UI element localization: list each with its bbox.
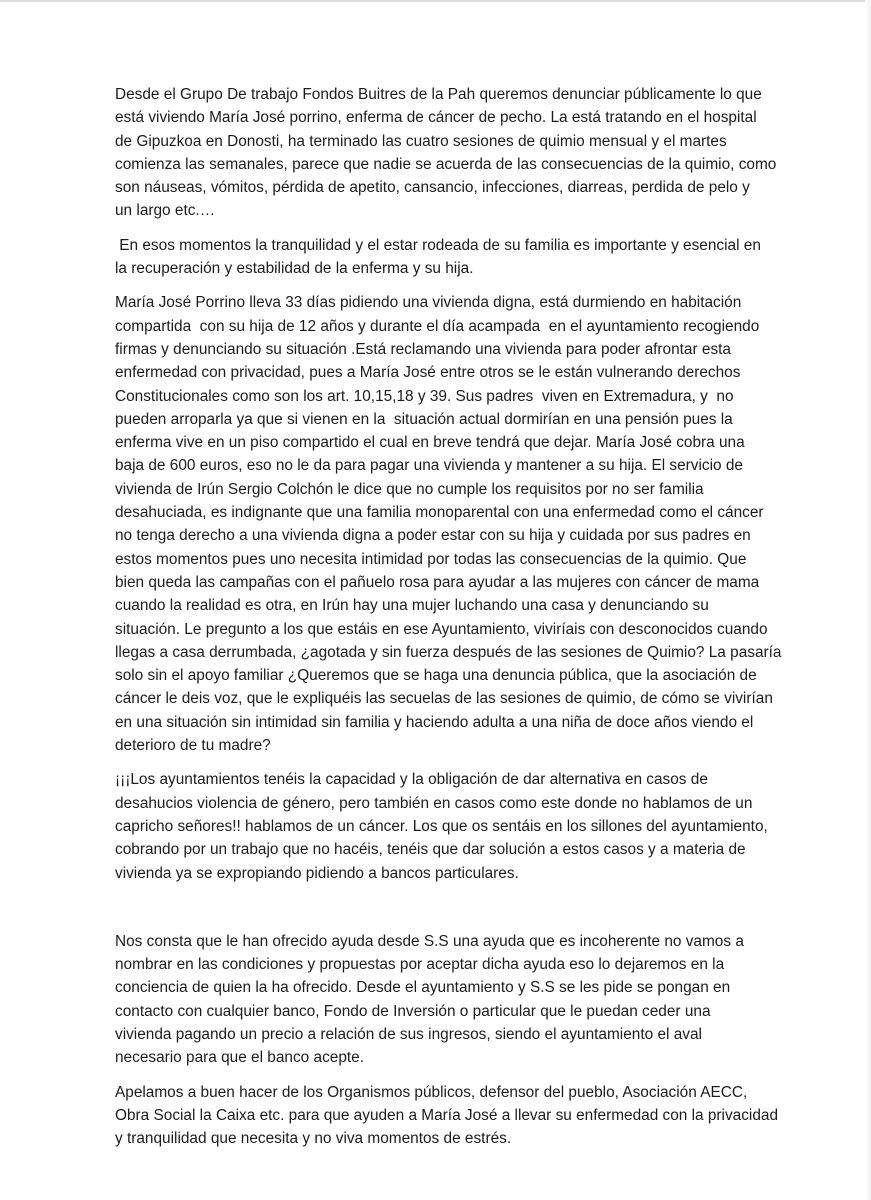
paragraph-line: vivienda pagando un precio a relación de sus ingresos, siendo el ayuntamiento el aval (115, 1025, 702, 1043)
paragraph-line: situación. Le pregunto a los que estáis en ese Ayuntamiento, viviríais con desconocidos cuando (115, 620, 768, 638)
paragraph-line: ¡¡¡Los ayuntamientos tenéis la capacidad y la obligación de dar alternativa en casos de (115, 771, 708, 789)
paragraph-line: contacto con cualquier banco, Fondo de Inversión o particular que le puedan ceder una (115, 1002, 711, 1020)
paragraph-line: desahuciada, es indignante que una familia monoparental con una enfermedad como el cáncer (115, 504, 764, 522)
paragraph-line: enfermedad con privacidad, pues a María José entre otros se le están vulnerando derechos (115, 364, 741, 382)
paragraph-line: cuando la realidad es otra, en Irún hay una mujer luchando una casa y denunciando su (115, 597, 709, 615)
paragraph-1 (115, 83, 815, 223)
paragraph-6 (115, 1081, 815, 1151)
paragraph-line: en una situación sin intimidad sin familia y haciendo adulta a una niña de doce años viendo el (115, 713, 754, 731)
paragraph-line: Constitucionales como son los art. 10,15,18 y 39. Sus padres viven en Extremadura, y no (115, 387, 734, 405)
paragraph-line: de Gipuzkoa en Donosti, ha terminado las cuatro sesiones de quimio mensual y el martes (115, 132, 727, 150)
paragraph-line: conciencia de quien la ha ofrecido. Desde el ayuntamiento y S.S se les pide se pongan en (115, 979, 731, 997)
paragraph-line: y tranquilidad que necesita y no viva momentos de estrés. (115, 1130, 512, 1148)
paragraph-line: vivienda ya se expropiando pidiendo a bancos particulares. (115, 864, 519, 882)
paragraph-line: vivienda de Irún Sergio Colchón le dice que no cumple los requisitos por no ser familia (115, 480, 704, 498)
paragraph-line: necesario para que el banco acepte. (115, 1049, 364, 1067)
paragraph-4 (115, 768, 815, 884)
paragraph-line: llegas a casa derrumbada, ¿agotada y sin fuerza después de las sesiones de Quimio? La pasaría (115, 643, 782, 661)
paragraph-line: son náuseas, vómitos, pérdida de apetito, cansancio, infecciones, diarreas, perdida de pelo y (115, 179, 750, 197)
paragraph-line: María José Porrino lleva 33 días pidiendo una vivienda digna, está durmiendo en habitación (115, 294, 742, 312)
paragraph-line: cáncer le deis voz, que le expliquéis las secuelas de las sesiones de quimio, de cómo se vivirían (115, 690, 773, 708)
paragraph-line: pueden arroparla ya que si vienen en la situación actual dormirían en una pensión pues la (115, 410, 733, 428)
paragraph-line: compartida con su hija de 12 años y durante el día acampada en el ayuntamiento recogiendo (115, 317, 760, 335)
paragraph-line: un largo etc.… (115, 202, 216, 220)
paragraph-line: solo sin el apoyo familiar ¿Queremos que se haga una denuncia pública, que la asociación de (115, 667, 757, 685)
paragraph-line: Obra Social la Caixa etc. para que ayuden a María José a llevar su enfermedad con la privacidad (115, 1106, 779, 1124)
paragraph-line: capricho señores!! hablamos de un cáncer. Los que os sentáis en los sillones del ayuntamiento, (115, 817, 768, 835)
paragraph-line: desahucios violencia de género, pero también en casos como este donde no hablamos de un (115, 794, 753, 812)
paragraph-line: nombrar en las condiciones y propuestas por aceptar dicha ayuda eso lo dejaremos en la (115, 956, 725, 974)
page-top-edge (0, 0, 871, 2)
paragraph-3 (115, 291, 815, 757)
paragraph-line: Apelamos a buen hacer de los Organismos públicos, defensor del pueblo, Asociación AECC, (115, 1083, 748, 1101)
paragraph-5 (115, 930, 815, 1070)
paragraph-2 (115, 234, 815, 281)
paragraph-line: está viviendo María José porrino, enferma de cáncer de pecho. La está tratando en el hospital (115, 109, 757, 127)
paragraph-line: cobrando por un trabajo que no hacéis, tenéis que dar solución a estos casos y a materia de (115, 841, 746, 859)
paragraph-line: estos momentos pues uno necesita intimidad por todas las consecuencias de la quimio. Que (115, 550, 747, 568)
paragraph-line: bien queda las campañas con el pañuelo rosa para ayudar a las mujeres con cáncer de mama (115, 573, 760, 591)
paragraph-line: Desde el Grupo De trabajo Fondos Buitres de la Pah queremos denunciar públicamente lo que (115, 86, 762, 103)
paragraph-line: enferma vive en un piso compartido el cual en breve tendrá que dejar. María José cobra una (115, 434, 745, 452)
paragraph-line: firmas y denunciando su situación .Está reclamando una vivienda para poder afrontar esta (115, 340, 731, 358)
page-right-edge (865, 0, 871, 1200)
document-body (115, 83, 815, 1150)
paragraph-line: no tenga derecho a una vivienda digna a poder estar con su hija y cuidada por sus padres en (115, 527, 751, 545)
paragraph-line: baja de 600 euros, eso no le da para pagar una vivienda y mantener a su hija. El servicio de (115, 457, 743, 475)
paragraph-line: comienza las semanales, parece que nadie se acuerda de las consecuencias de la quimio, como (115, 155, 777, 173)
paragraph-line: En esos momentos la tranquilidad y el estar rodeada de su familia es importante y esencial en (115, 236, 761, 254)
paragraph-line: deterioro de tu madre? (115, 737, 271, 755)
paragraph-line: la recuperación y estabilidad de la enferma y su hija. (115, 260, 474, 278)
paragraph-line: Nos consta que le han ofrecido ayuda desde S.S una ayuda que es incoherente no vamos a (115, 932, 744, 950)
